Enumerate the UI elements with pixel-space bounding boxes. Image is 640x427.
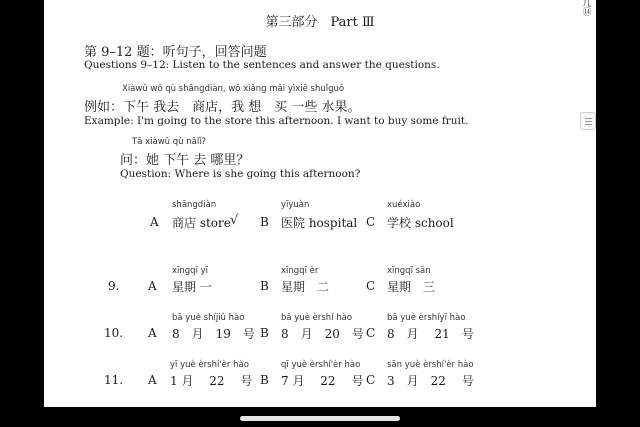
option-letter[interactable]: C (366, 326, 376, 340)
side-panel-handle[interactable] (580, 112, 596, 130)
question-number: 9. (108, 279, 120, 293)
option-text: 医院 hospital (281, 216, 358, 230)
option-letter[interactable]: C (366, 279, 376, 293)
instructions-en: Questions 9–12: Listen to the sentences and answer the questions. (84, 59, 440, 71)
example-sentence-en: Example: I'm going to the store this afternoon. I want to buy some fruit. (84, 115, 469, 127)
option-pinyin: sān yuè èrshí'èr hào (387, 360, 474, 370)
option-pinyin: yīyuàn (281, 200, 310, 210)
option-text: 8 月 21 号 (387, 327, 474, 341)
option-letter[interactable]: A (148, 279, 157, 293)
home-indicator[interactable] (240, 416, 400, 421)
option-pinyin: qī yuè èrshí'èr hào (281, 360, 361, 370)
option-pinyin: bā yuè èrshí hào (281, 313, 353, 323)
right-letterbox (596, 0, 640, 427)
instructions-zh: 第 9–12 题：听句子，回答问题 (84, 45, 267, 60)
option-text: 1 月 22 号 (170, 374, 253, 388)
option-pinyin: yī yuè èrshí'èr hào (170, 360, 249, 370)
example-question-en: Question: Where is she going this afternoon? (120, 168, 361, 180)
option-text: 7 月 22 号 (281, 374, 364, 388)
option-letter[interactable]: B (260, 279, 269, 293)
question-number: 10. (104, 326, 124, 340)
option-text: 学校 school (387, 216, 454, 230)
option-text: 3 月 22 号 (387, 374, 474, 388)
corner-mark-top: 几 (582, 0, 592, 9)
example-pinyin: Xiàwǔ wǒ qù shāngdiàn, wǒ xiǎng mǎi yìxiē shuǐguǒ (122, 84, 345, 94)
option-letter[interactable]: C (366, 215, 376, 229)
question-number: 11. (104, 373, 124, 387)
checkmark-icon: √ (230, 213, 239, 228)
option-letter[interactable]: A (150, 215, 159, 229)
section-title: 第三部分 Part Ⅲ (265, 15, 375, 30)
example-sentence-zh: 例如：下午 我去 商店，我 想 买 一些 水果。 (84, 100, 361, 115)
option-pinyin: xīngqī yī (172, 266, 209, 276)
option-letter[interactable]: A (148, 373, 157, 387)
option-letter[interactable]: A (148, 326, 157, 340)
example-question-pinyin: Tā xiàwǔ qù nǎlǐ? (132, 137, 207, 147)
document-page[interactable] (44, 0, 596, 407)
option-letter[interactable]: B (260, 326, 269, 340)
option-pinyin: xuéxiào (387, 200, 421, 210)
option-text: 8 月 20 号 (281, 327, 364, 341)
option-text: 商店 store (172, 216, 231, 230)
option-text: 8 月 19 号 (172, 327, 255, 341)
bottom-bar (0, 407, 640, 427)
option-pinyin: bā yuè èrshíyī hào (387, 313, 466, 323)
option-text: 星期 三 (387, 280, 436, 294)
option-letter[interactable]: C (366, 373, 376, 387)
option-text: 星期 二 (281, 280, 330, 294)
option-letter[interactable]: B (260, 373, 269, 387)
option-text: 星期 一 (172, 280, 212, 294)
option-pinyin: xīngqī èr (281, 266, 319, 276)
option-pinyin: shāngdiàn (172, 200, 217, 210)
option-letter[interactable]: B (260, 215, 269, 229)
example-question-zh: 问：她 下午 去 哪里？ (120, 153, 250, 168)
corner-mark-bottom: ⑭ (582, 8, 592, 18)
option-pinyin: bā yuè shíjiǔ hào (172, 313, 245, 323)
option-pinyin: xīngqī sān (387, 266, 431, 276)
left-letterbox (0, 0, 44, 427)
